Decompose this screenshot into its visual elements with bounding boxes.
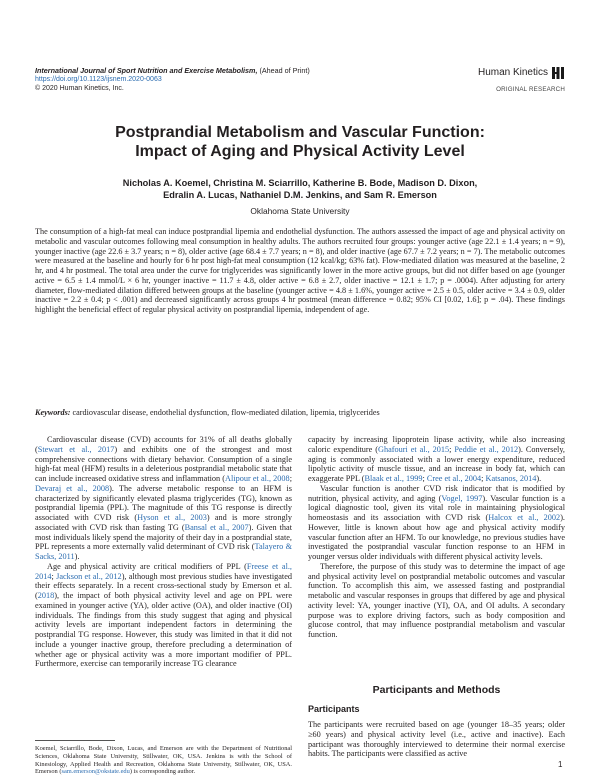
copyright: © 2020 Human Kinetics, Inc. (35, 85, 124, 92)
citation-link[interactable]: Vogel, 1997 (441, 493, 483, 503)
keywords-list: cardiovascular disease, endothelial dysfunction, flow-mediated dilation, lipemia, triglycerides (72, 408, 380, 417)
journal-name: International Journal of Sport Nutrition and Exercise Metabolism, (35, 66, 258, 75)
citation-link[interactable]: Alipour et al., 2008 (225, 474, 290, 483)
publisher-name: Human Kinetics (477, 67, 548, 78)
body-column-left (35, 435, 292, 669)
body-column-right (308, 435, 565, 640)
authors-line-1: Nicholas A. Koemel, Christina M. Sciarrillo, Katherine B. Bode, Madison D. Dixon, (122, 178, 478, 188)
article-title (60, 123, 540, 161)
paragraph: Cardiovascular disease (CVD) accounts for 31% of all deaths globally (Stewart et al., 2017) and exhibits one of the strongest and most comprehensive connections with dietary behavior. Consumption of a single high-fat meal (HFM) results in a deleterious postprandial metabolic state that can include increased oxidative stress and inflammation (Alipour et al., 2008; Devaraj et al., 2008). The adverse metabolic response to an HFM is characterized by significantly elevated plasma triglycerides (TG), known as postprandial lipemia (PPL). The magnitude of this TG response is directly associated with CVD risk (Hyson et al., 2003) and is more strongly associated with CVD risk than fasting TG (Bansal et al., 2007). Given that most individuals likely spend the majority of their day in a postprandial state, PPL represents a more externally valid determinant of CVD risk (Talayero & Sacks, 2011). (35, 435, 293, 561)
publisher-brand (425, 66, 565, 93)
paragraph: Age and physical activity are critical modifiers of PPL (Freese et al., 2014; Jackson et al., 2012), although most previous studies have investigated their effects separately. In a recent cross-sectional study by Emerson et al. (2018), the impact of both physical activity level and age on PPL were examined in younger active (YA), older active (OA), and older inactive (OI) individuals. The findings from this study suggest that aging and physical activity levels are important independent factors in determining the postprandial TG response. However, this study was limited in that it did not include a younger inactive group, therefore precluding a determination of whether age or physical activity was a more important modifier of PPL. Furthermore, exercise can temporarily increase TG clearance (35, 561, 293, 669)
affiliation: Oklahoma State University (250, 206, 350, 216)
publisher-logo (425, 66, 565, 80)
keywords (35, 408, 565, 418)
keywords-label: Keywords: (35, 408, 71, 417)
citation-link[interactable]: Bansal et al., 2007 (184, 522, 249, 532)
citation-link[interactable]: Freese et al., 2014 (35, 561, 292, 581)
doi-link[interactable]: https://doi.org/10.1123/ijsnem.2020-0063 (35, 76, 162, 83)
article-type: ORIGINAL RESEARCH (496, 86, 565, 93)
subsection-heading: Participants (308, 704, 360, 714)
title-line-1: Postprandial Metabolism and Vascular Function: (115, 124, 485, 141)
footnote: Koemel, Sciarrillo, Bode, Dixon, Lucas, and Emerson are with the Department of Nutritional Sciences, Oklahoma State University, Stillwater, OK, USA. Jenkins is with the School of Kinesiology, Applied Health and Recreation, Oklahoma State University, Stillwater, OK, USA. Emerson (sam.emerson@okstate.edu) is corresponding author. (35, 745, 292, 776)
citation-link[interactable]: Halcox et al., 2002 (488, 513, 561, 522)
journal-title (35, 66, 310, 75)
page-number: 1 (558, 760, 563, 769)
abstract: The consumption of a high-fat meal can induce postprandial lipemia and endothelial dysfunction. The authors assessed the impact of age and physical activity on metabolic and vascular outcomes following meal consumption in healthy adults. The authors recruited four groups: younger active (age 22.1 ± 1.4 years; n = 9), younger inactive (age 22.6 ± 3.7 years; n = 8), older active (age 68.4 ± 7.7 years; n = 8), and older inactive (age 67.7 ± 7.2 years; n = 7). The metabolic outcomes were measured at the baseline and hourly for 6 hr post high-fat meal consumption (12 kcal/kg; 63% fat). Flow-mediated dilation was measured at the baseline, 2 hr, and 4 hr postmeal. The total area under the curve for triglycerides was significantly lower in the more active groups, but did not differ based on age (younger active = 6.5 ± 1.4 mmol/L × 6 hr, younger inactive = 11.7 ± 4.8, older active = 6.8 ± 2.7, older inactive = 12.1 ± 1.7; p = .0004). After adjusting for artery diameter, flow-mediated dilation differed between groups at the baseline (younger active = 4.8 ± 1.6%, younger active = 2.5 ± 0.5, older active = 3.4 ± 0.9, older inactive = 2.2 ± 0.4; p < .001) and decreased significantly across groups 4 hr postmeal (mean difference = 0.82; 95% CI [0.02, 1.6]; p = .04). These findings highlight the beneficial effect of regular physical activity on postprandial lipemia, independent of age. (35, 227, 565, 314)
author-list (60, 178, 540, 201)
citation-link[interactable]: Ghafouri et al., 2015 (378, 444, 450, 454)
section-heading: Participants and Methods (372, 684, 501, 696)
citation-link[interactable]: 2018 (37, 591, 55, 600)
citation-link[interactable]: Peddie et al., 2012 (454, 444, 519, 454)
title-line-2: Impact of Aging and Physical Activity Level (135, 143, 465, 160)
citation-link[interactable]: Cree et al., 2004 (426, 474, 482, 483)
paragraph: Therefore, the purpose of this study was to determine the impact of age and physical activity level on postprandial metabolic outcomes and vascular function. To accomplish this aim, we assessed fasting and postprandial metabolic and vascular responses in groups that differed by age and physical activity level: YA, younger inactive (YI), OA, and OI adults. A secondary purpose was to explore driving factors, such as body composition and glucose control, that may influence postprandial metabolism and vascular function. (308, 561, 565, 639)
footnote-divider (35, 740, 115, 741)
citation-link[interactable]: Stewart et al., 2017 (37, 444, 115, 454)
issue-status: (Ahead of Print) (259, 66, 310, 75)
authors-line-2: Edralin A. Lucas, Nathaniel D.M. Jenkins, and Sam R. Emerson (163, 189, 437, 200)
citation-link[interactable]: Katsanos, 2014 (485, 474, 537, 483)
paragraph: capacity by increasing lipoprotein lipase activity, while also increasing caloric expenditure (Ghafouri et al., 2015; Peddie et al., 2012). Conversely, aging is commonly associated with a lower energy expenditure, reduced lipolytic activity of muscle tissue, and an increase in body fat, which can exaggerate PPL (Blaak et al., 1999; Cree et al., 2004; Katsanos, 2014). (308, 435, 565, 483)
human-kinetics-logo-icon (551, 66, 565, 80)
citation-link[interactable]: Jackson et al., 2012 (56, 571, 122, 581)
citation-link[interactable]: Hyson et al., 2003 (137, 513, 207, 522)
paragraph: The participants were recruited based on age (younger 18–35 years; older ≥60 years) and physical activity level (i.e., active and inactive). Each participant was thoroughly interviewed to determine their normal exercise habits. The participants were classified as active (308, 720, 565, 759)
email-link[interactable]: sam.emerson@okstate.edu (61, 768, 130, 776)
citation-link[interactable]: Blaak et al., 1999 (364, 474, 423, 483)
body-column-right-continued (308, 720, 565, 759)
citation-link[interactable]: Talayero & Sacks, 2011 (35, 542, 292, 561)
paragraph: Vascular function is another CVD risk indicator that is modified by nutrition, physical activity, and aging (Vogel, 1997). Vascular function is a logical diagnostic tool, given its vital role in maintaining physiological homeostasis and its association with CVD risk (Halcox et al., 2002). However, little is known about how age and physical activity modify vascular function after an HFM. To our knowledge, no previous studies have investigated the postprandial vascular function response to an HFM in younger versus older individuals with different physical activity levels. (308, 483, 565, 561)
citation-link[interactable]: Devaraj et al., 2008 (35, 483, 110, 493)
